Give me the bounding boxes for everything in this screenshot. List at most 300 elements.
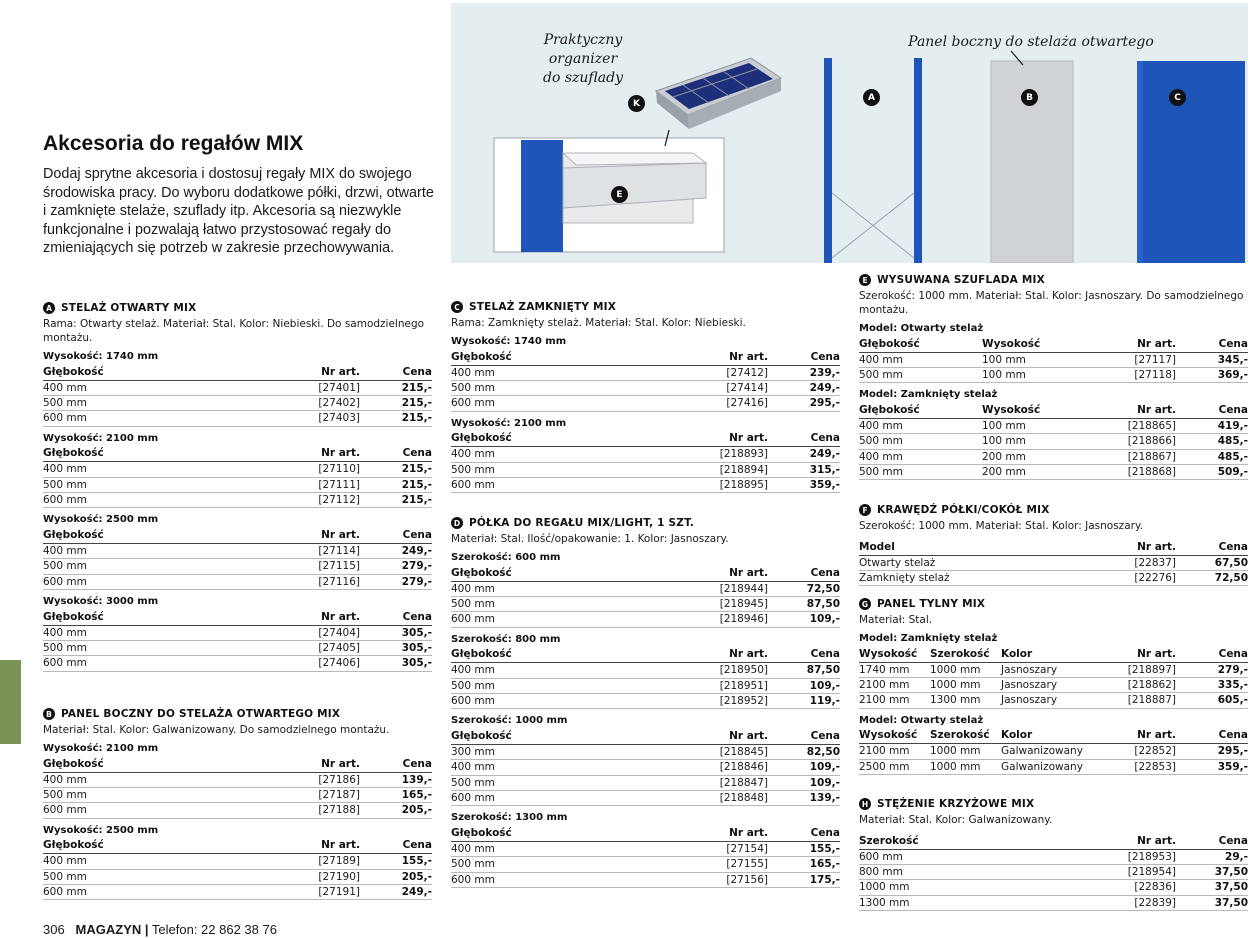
article-number-cell: [218944] [696,581,768,596]
table-cell: Otwarty stelaż [859,555,1104,570]
article-number-cell: [218865] [1104,418,1176,433]
table-row [451,380,840,395]
table-row [43,656,432,671]
footer-phone: Telefon: 22 862 38 76 [151,922,277,937]
column-header: Głębokość [43,364,288,380]
column-header: Nr art. [696,728,768,744]
article-number-cell: [218862] [1104,677,1176,692]
article-number-cell: [22839] [1104,895,1176,910]
table-cell: 500 mm [451,462,696,477]
article-number-cell: [27114] [288,543,360,558]
table-cell: Jasnoszary [1001,693,1104,708]
group-label: Wysokość: 2500 mm [43,824,159,836]
group-label: Szerokość: 1000 mm [451,715,568,727]
price-cell: 239,- [768,365,840,380]
table-header-row [43,446,432,462]
column-header: Nr art. [1104,728,1176,744]
article-number-cell: [22852] [1104,744,1176,759]
table-cell: 500 mm [451,678,696,693]
table-row [451,872,840,887]
table-row [859,895,1248,910]
article-number-cell: [27110] [288,462,360,477]
marker-a: A [863,89,880,106]
table-cell: 1740 mm [859,662,930,677]
table-cell: 400 mm [43,543,288,558]
price-cell: 215,- [360,477,432,492]
price-cell: 109,- [768,760,840,775]
price-cell: 109,- [768,678,840,693]
column-header: Cena [360,527,432,543]
section-description: Materiał: Stal. Kolor: Galwanizowany. Do samodzielnego montażu. [43,724,390,736]
table-row [859,759,1248,774]
article-number-cell: [27406] [288,656,360,671]
section-title: KRAWĘDŹ PÓŁKI/COKÓŁ MIX [877,504,1050,516]
table-cell: 400 mm [43,772,288,787]
table-row [451,760,840,775]
article-number-cell: [27115] [288,559,360,574]
column-header: Nr art. [288,527,360,543]
table-cell: Zamknięty stelaż [859,570,1104,585]
price-cell: 72,50 [1176,570,1248,585]
article-number-cell: [27188] [288,803,360,818]
section-side-tab [0,660,21,744]
section-header [859,272,1248,288]
section-badge: G [859,598,871,610]
table-cell: 600 mm [451,791,696,806]
table-cell: 1300 mm [859,895,1104,910]
table-row [43,640,432,655]
table-cell: 500 mm [451,596,696,611]
group-label: Szerokość: 1300 mm [451,812,568,824]
table-cell: 400 mm [859,352,982,367]
table-cell: 600 mm [451,612,696,627]
section-header [43,300,432,316]
table-row [859,662,1248,677]
column-header: Nr art. [288,364,360,380]
table-header-row [43,609,432,625]
table-cell: 2500 mm [859,759,930,774]
column-header: Głębokość [859,402,982,418]
column-header: Nr art. [696,825,768,841]
article-number-cell: [218953] [1104,849,1176,864]
column-header: Głębokość [43,838,288,854]
price-cell: 249,- [360,543,432,558]
group-label: Wysokość: 2100 mm [43,432,159,444]
column-header: Nr art. [1104,833,1176,849]
article-number-cell: [27405] [288,640,360,655]
price-cell: 109,- [768,775,840,790]
price-cell: 369,- [1176,367,1248,382]
table-cell: 500 mm [43,395,288,410]
table-row [43,772,432,787]
table-row [451,663,840,678]
page-number: 306 [43,922,65,937]
article-number-cell: [27401] [288,380,360,395]
table-cell: Galwanizowany [1001,759,1104,774]
section-title: WYSUWANA SZUFLADA MIX [877,274,1045,286]
section-description: Materiał: Stal. Ilość/opakowanie: 1. Kolor: Jasnoszary. [451,533,729,545]
price-cell: 249,- [768,380,840,395]
column-header: Cena [1176,728,1248,744]
table-cell: 1000 mm [930,759,1001,774]
group-label: Wysokość: 2500 mm [43,514,159,526]
marker-b: B [1021,89,1038,106]
article-number-cell: [218950] [696,663,768,678]
table-header-row [859,646,1248,662]
article-number-cell: [22837] [1104,555,1176,570]
price-cell: 82,50 [768,744,840,759]
price-cell: 67,50 [1176,555,1248,570]
column-header: Cena [768,825,840,841]
table-row [451,477,840,492]
article-number-cell: [27412] [696,365,768,380]
column-header: Nr art. [288,446,360,462]
table-cell: Jasnoszary [1001,677,1104,692]
table-row [859,449,1248,464]
price-table [43,527,432,590]
table-cell: 500 mm [859,434,982,449]
price-cell: 37,50 [1176,864,1248,879]
section-title: PANEL BOCZNY DO STELAŻA OTWARTEGO MIX [61,708,341,720]
article-number-cell: [27402] [288,395,360,410]
table-cell: 500 mm [43,477,288,492]
table-row [43,574,432,589]
table-header-row [451,728,840,744]
price-cell: 605,- [1176,693,1248,708]
table-cell: 400 mm [859,418,982,433]
article-number-cell: [218846] [696,760,768,775]
column-header: Szerokość [930,646,1001,662]
price-cell: 359,- [1176,759,1248,774]
section-description: Materiał: Stal. [859,614,933,626]
table-row [859,880,1248,895]
article-number-cell: [22836] [1104,880,1176,895]
table-row [859,418,1248,433]
table-row [451,693,840,708]
price-cell: 249,- [360,884,432,899]
column-header: Nr art. [696,431,768,447]
column-header: Szerokość [930,728,1001,744]
table-cell: 600 mm [43,574,288,589]
article-number-cell: [27403] [288,411,360,426]
section-description: Szerokość: 1000 mm. Materiał: Stal. Kolor: Jasnoszary. [859,520,1143,532]
section-header [451,515,840,531]
column-header: Wysokość [859,646,930,662]
page-title: Akcesoria do regałów MIX [43,132,304,155]
article-number-cell: [27186] [288,772,360,787]
table-header-row [859,833,1248,849]
price-cell: 119,- [768,693,840,708]
price-table [451,728,840,806]
section-badge: F [859,504,871,516]
price-cell: 305,- [360,656,432,671]
price-table [43,364,432,427]
table-cell: 400 mm [451,760,696,775]
table-header-row [451,349,840,365]
table-cell: 1300 mm [930,693,1001,708]
table-row [43,462,432,477]
table-cell: 800 mm [859,864,1104,879]
section-title: PÓŁKA DO REGAŁU MIX/LIGHT, 1 SZT. [469,517,695,529]
table-cell: 600 mm [43,411,288,426]
price-table [859,833,1248,911]
table-row [451,365,840,380]
table-row [859,864,1248,879]
article-number-cell: [218952] [696,693,768,708]
section-polka [451,515,840,888]
drawer-organizer-image [656,58,781,129]
table-cell: 100 mm [982,352,1104,367]
article-number-cell: [218866] [1104,434,1176,449]
price-table [859,402,1248,480]
table-cell: 500 mm [451,775,696,790]
table-cell: 500 mm [859,367,982,382]
table-cell: 500 mm [43,640,288,655]
price-cell: 87,50 [768,596,840,611]
column-header: Nr art. [288,756,360,772]
column-header: Głębokość [451,728,696,744]
article-number-cell: [218945] [696,596,768,611]
table-row [451,581,840,596]
table-cell: 500 mm [43,559,288,574]
article-number-cell: [27154] [696,841,768,856]
column-header: Cena [768,349,840,365]
article-number-cell: [27116] [288,574,360,589]
section-description: Materiał: Stal. Kolor: Galwanizowany. [859,814,1053,826]
column-header: Głębokość [451,825,696,841]
table-header-row [43,838,432,854]
price-table [43,609,432,672]
organizer-caption [513,31,653,88]
article-number-cell: [218897] [1104,662,1176,677]
table-cell: 600 mm [451,693,696,708]
table-row [451,396,840,411]
table-row [43,411,432,426]
table-cell: 300 mm [451,744,696,759]
article-number-cell: [218887] [1104,693,1176,708]
table-row [859,849,1248,864]
table-row [451,596,840,611]
column-header: Głębokość [43,527,288,543]
section-badge: A [43,302,55,314]
page-footer [43,922,277,937]
group-label: Model: Zamknięty stelaż [859,633,998,644]
table-cell: 400 mm [451,841,696,856]
table-row [859,352,1248,367]
price-cell: 295,- [768,396,840,411]
price-cell: 279,- [1176,662,1248,677]
table-row [859,677,1248,692]
article-number-cell: [218845] [696,744,768,759]
price-cell: 37,50 [1176,895,1248,910]
table-cell: 600 mm [859,849,1104,864]
table-cell: 100 mm [982,434,1104,449]
table-row [451,744,840,759]
table-cell: 600 mm [451,477,696,492]
price-cell: 305,- [360,625,432,640]
section-szuflada [859,272,1248,480]
price-cell: 345,- [1176,352,1248,367]
table-cell: 600 mm [43,656,288,671]
column-header: Szerokość [859,833,1104,849]
section-header [859,596,1248,612]
section-description: Szerokość: 1000 mm. Materiał: Stal. Kolor: Jasnoszary. Do samodzielnego montażu. [859,290,1244,316]
price-cell: 279,- [360,574,432,589]
price-cell: 335,- [1176,677,1248,692]
price-cell: 215,- [360,492,432,507]
column-header: Cena [360,364,432,380]
section-title: PANEL TYLNY MIX [877,598,986,610]
column-header: Nr art. [288,609,360,625]
price-cell: 87,50 [768,663,840,678]
column-header: Głębokość [451,431,696,447]
article-number-cell: [218894] [696,462,768,477]
price-cell: 155,- [768,841,840,856]
table-row [859,570,1248,585]
price-cell: 249,- [768,447,840,462]
table-row [43,543,432,558]
section-badge: B [43,708,55,720]
price-cell: 155,- [360,854,432,869]
price-cell: 175,- [768,872,840,887]
table-row [43,884,432,899]
intro-paragraph: Dodaj sprytne akcesoria i dostosuj regały MIX do swojego środowiska pracy. Do wyboru dodatkowe półki, drzwi, otwarte i zamknięte stelaże, szuflady itp. Akcesoria są niezwykle funkcjonalne i pozwalają łatwo przystosować regały do zmieniających się potrzeb w zakresie przechowywania. [43,166,434,256]
group-label: Szerokość: 600 mm [451,552,561,563]
table-row [859,434,1248,449]
article-number-cell: [218847] [696,775,768,790]
column-header: Nr art. [288,838,360,854]
table-header-row [451,565,840,581]
column-header: Cena [360,756,432,772]
column-header: Cena [360,609,432,625]
section-header [859,502,1248,518]
table-row [451,462,840,477]
price-cell: 315,- [768,462,840,477]
article-number-cell: [27117] [1104,352,1176,367]
table-cell: 500 mm [859,464,982,479]
table-row [451,612,840,627]
article-number-cell: [218954] [1104,864,1176,879]
price-cell: 72,50 [768,581,840,596]
column-header: Cena [1176,833,1248,849]
price-cell: 295,- [1176,744,1248,759]
article-number-cell: [27155] [696,857,768,872]
price-cell: 305,- [360,640,432,655]
article-number-cell: [22853] [1104,759,1176,774]
column-header: Cena [1176,336,1248,352]
price-table [451,647,840,710]
table-cell: 1000 mm [930,662,1001,677]
price-cell: 279,- [360,559,432,574]
price-cell: 205,- [360,869,432,884]
table-row [43,395,432,410]
column-header: Cena [768,728,840,744]
article-number-cell: [218868] [1104,464,1176,479]
group-label: Szerokość: 800 mm [451,633,561,645]
column-header: Cena [768,647,840,663]
column-header: Głębokość [451,647,696,663]
price-cell: 215,- [360,380,432,395]
price-table [43,756,432,819]
article-number-cell: [27112] [288,492,360,507]
section-panel-boczny [43,706,432,900]
table-header-row [43,756,432,772]
article-number-cell: [218848] [696,791,768,806]
group-label: Wysokość: 2100 mm [43,743,159,754]
table-cell: 100 mm [982,367,1104,382]
column-header: Cena [360,446,432,462]
section-header [451,299,840,315]
article-number-cell: [27111] [288,477,360,492]
price-cell: 485,- [1176,434,1248,449]
group-label: Model: Otwarty stelaż [859,714,984,726]
section-badge: D [451,517,463,529]
article-number-cell: [218946] [696,612,768,627]
price-cell: 419,- [1176,418,1248,433]
column-header: Wysokość [982,402,1104,418]
section-title: STĘŻENIE KRZYŻOWE MIX [877,798,1035,810]
section-description: Rama: Otwarty stelaż. Materiał: Stal. Kolor: Niebieski. Do samodzielnego montażu. [43,318,425,344]
section-krawedz-polki [859,502,1248,586]
article-number-cell: [27189] [288,854,360,869]
article-number-cell: [27191] [288,884,360,899]
table-cell: 1000 mm [859,880,1104,895]
column-header: Głębokość [43,609,288,625]
price-table [859,336,1248,383]
table-row [451,857,840,872]
organizer-caption-line: Praktyczny organizer do szuflady [543,32,623,86]
price-table [451,825,840,888]
table-cell: 200 mm [982,464,1104,479]
marker-e: E [611,186,628,203]
table-cell: 600 mm [43,884,288,899]
column-header: Nr art. [1104,336,1176,352]
article-number-cell: [218893] [696,447,768,462]
price-cell: 165,- [360,787,432,802]
section-stelaz-zamkniety [451,299,840,493]
table-row [43,380,432,395]
article-number-cell: [27187] [288,787,360,802]
table-cell: 600 mm [451,396,696,411]
column-header: Nr art. [1104,402,1176,418]
table-header-row [451,825,840,841]
column-header: Cena [1176,539,1248,555]
column-header: Wysokość [982,336,1104,352]
price-cell: 509,- [1176,464,1248,479]
price-cell: 29,- [1176,849,1248,864]
table-row [859,464,1248,479]
column-header: Cena [360,838,432,854]
column-header: Głębokość [43,446,288,462]
column-header: Cena [1176,402,1248,418]
table-cell: 500 mm [451,380,696,395]
column-header: Cena [768,565,840,581]
table-row [451,678,840,693]
table-cell: 400 mm [451,365,696,380]
price-table [859,539,1248,586]
table-header-row [451,647,840,663]
table-cell: 400 mm [451,447,696,462]
section-header [43,706,432,722]
table-cell: 600 mm [451,872,696,887]
table-row [43,854,432,869]
section-description: Rama: Zamknięty stelaż. Materiał: Stal. Kolor: Niebieski. [451,317,746,329]
article-number-cell: [218895] [696,477,768,492]
table-cell: 400 mm [451,581,696,596]
section-panel-tylny [859,596,1248,775]
section-badge: H [859,798,871,810]
table-row [859,367,1248,382]
